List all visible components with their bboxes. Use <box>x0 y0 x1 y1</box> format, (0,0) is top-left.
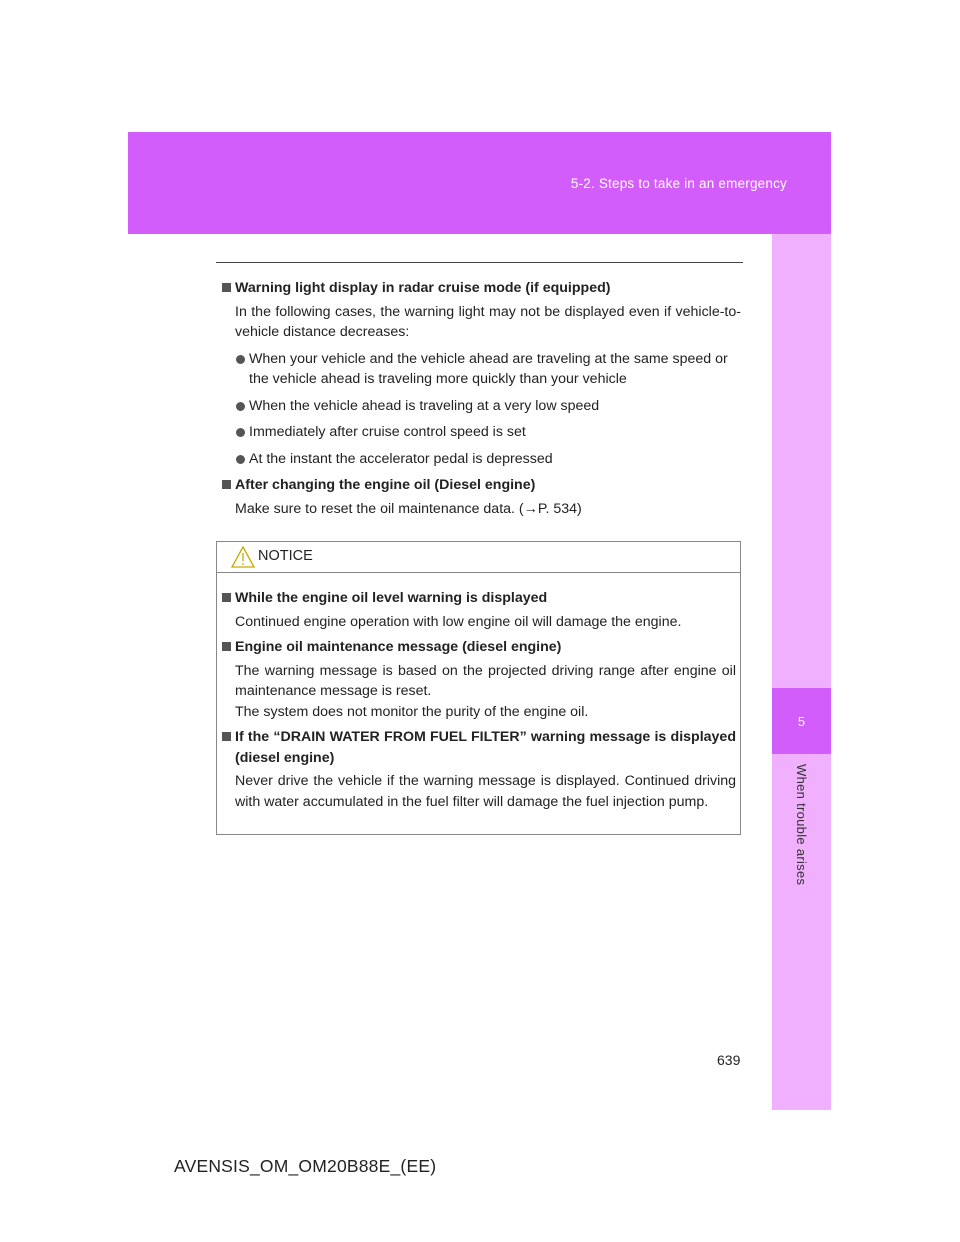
round-bullet-icon <box>236 455 245 464</box>
chapter-number[interactable]: 5 <box>772 688 831 754</box>
header-band <box>128 132 831 234</box>
square-bullet-icon <box>222 480 231 489</box>
notice-body <box>217 573 740 812</box>
main-content <box>221 278 741 519</box>
notice-paragraph: The system does not monitor the purity of the engine oil. <box>235 703 589 720</box>
notice-heading <box>221 588 736 609</box>
list-item <box>235 422 741 443</box>
list-item <box>235 349 741 390</box>
list-item-text: When the vehicle ahead is traveling at a very low speed <box>249 397 600 414</box>
heading-engine-oil <box>221 475 741 496</box>
top-divider <box>216 262 743 263</box>
notice-heading <box>221 727 736 768</box>
list-item-text: Immediately after cruise control speed is set <box>249 424 526 440</box>
notice-box <box>216 541 741 835</box>
list-item-text: At the instant the accelerator pedal is depressed <box>249 450 553 467</box>
square-bullet-icon <box>222 642 231 651</box>
warning-triangle-icon <box>230 545 256 569</box>
heading-text: If the “DRAIN WATER FROM FUEL FILTER” warning message is displayed (diesel engine) <box>235 729 736 766</box>
square-bullet-icon <box>222 283 231 292</box>
heading-text: While the engine oil level warning is displayed <box>235 590 548 606</box>
square-bullet-icon <box>222 732 231 741</box>
round-bullet-icon <box>236 402 245 411</box>
list-item <box>235 396 741 417</box>
notice-paragraph: Continued engine operation with low engine oil will damage the engine. <box>235 613 682 630</box>
notice-paragraph: Never drive the vehicle if the warning message is displayed. Continued driving with water accumulated in the fuel filter will damage the fuel injection pump. <box>235 773 736 810</box>
list-item <box>235 449 741 470</box>
notice-title: NOTICE <box>258 548 313 564</box>
heading-text: After changing the engine oil (Diesel engine) <box>235 477 536 493</box>
document-footer: AVENSIS_OM_OM20B88E_(EE) <box>174 1156 437 1176</box>
page-number: 639 <box>717 1052 741 1068</box>
notice-paragraph: The warning message is based on the projected driving range after engine oil maintenance message is reset. <box>235 662 736 699</box>
notice-header <box>217 542 740 573</box>
section-title: 5-2. Steps to take in an emergency <box>570 176 787 191</box>
heading-warning-light <box>221 278 741 299</box>
chapter-title-text: When trouble arises <box>794 764 809 886</box>
paragraph-reset: Make sure to reset the oil maintenance data. (→P. 534) <box>235 500 582 517</box>
heading-text: Engine oil maintenance message (diesel engine) <box>235 639 562 655</box>
chapter-side-tab <box>772 234 831 1110</box>
heading-text: Warning light display in radar cruise mode (if equipped) <box>235 280 611 296</box>
round-bullet-icon <box>236 355 245 364</box>
chapter-title <box>772 764 831 934</box>
paragraph-intro: In the following cases, the warning light may not be displayed even if vehicle-to-vehicle distance decreases: <box>235 303 741 340</box>
round-bullet-icon <box>236 428 245 437</box>
notice-heading <box>221 637 736 658</box>
list-item-text: When your vehicle and the vehicle ahead are traveling at the same speed or the vehicle ahead is traveling more quickly than your vehicle <box>249 350 728 387</box>
square-bullet-icon <box>222 593 231 602</box>
